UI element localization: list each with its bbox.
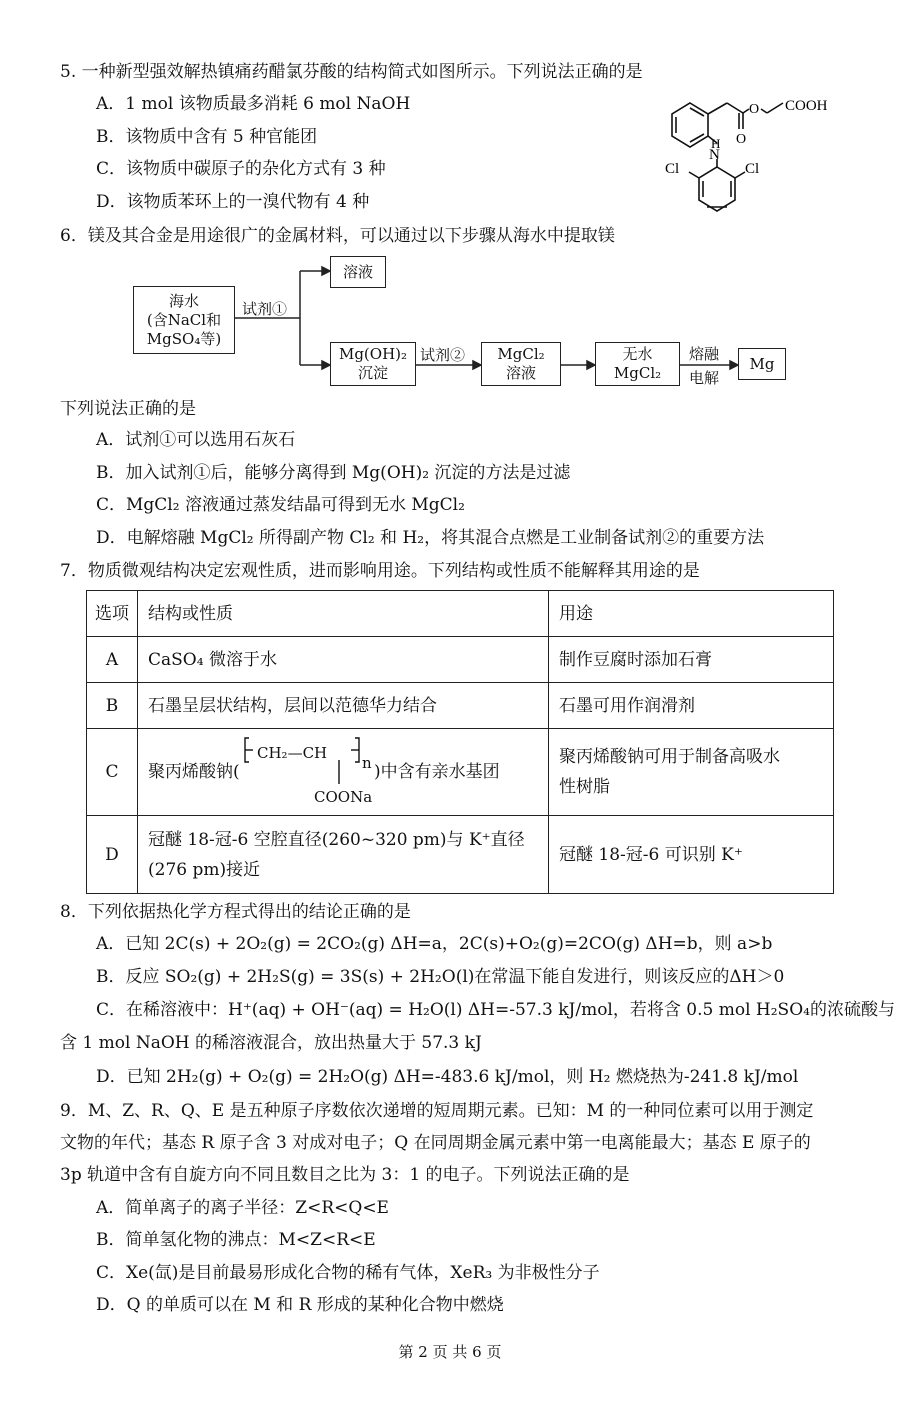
q7-stem: 7．物质微观结构决定宏观性质，进而影响用途。下列结构或性质不能解释其用途的是 [60,561,700,581]
structure-line2: (276 pm)接近 [148,859,261,880]
anhydrous-line2: MgCl₂ [613,364,662,382]
q6-stem: 6．镁及其合金是用途很广的金属材料，可以通过以下步骤从海水中提取镁 [60,226,615,246]
mg-label: Mg [749,354,775,373]
mgoh2-line1: Mg(OH)₂ [338,345,408,363]
seawater-line1: 海水 [168,291,199,310]
flow-anhydrous-box [595,342,680,386]
table-row [87,683,834,729]
q8-stem: 8．下列依据热化学方程式得出的结论正确的是 [60,902,411,922]
flow-seawater-box [133,286,235,354]
q6-option-b: B．加入试剂①后，能够分离得到 Mg(OH)₂ 沉淀的方法是过滤 [96,463,571,483]
header-option: 选项 [87,591,138,637]
anhydrous-line1: 无水 [622,345,653,363]
row-option: A [87,637,138,683]
table-row [87,637,834,683]
polymer-n: n [362,754,372,772]
seawater-line3: MgSO₄等) [146,329,222,348]
row-option: C [87,729,138,816]
q6-sub: 下列说法正确的是 [60,399,196,419]
carbonyl-o-label: O [736,132,747,147]
row-use: 石墨可用作润滑剂 [549,683,834,729]
use-line1: 聚丙烯酸钠可用于制备高吸水 [559,747,780,767]
row-use [549,729,834,816]
seawater-line2: (含NaCl和 [146,310,222,329]
nh-h-label: H [711,136,721,151]
flow-mgcl2-solution-box [481,342,561,386]
q5-option-d: D．该物质苯环上的一溴代物有 4 种 [96,192,370,212]
structure-line1: 冠醚 18-冠-6 空腔直径(260~320 pm)与 K⁺直径 [148,829,525,850]
q9-option-c: C．Xe(氙)是目前最易形成化合物的稀有气体，XeR₃ 为非极性分子 [96,1263,600,1283]
row-option: D [87,816,138,894]
q9-stem-line1: 9．M、Z、R、Q、E 是五种原子序数依次递增的短周期元素。已知：M 的一种同位素可以用于测定 [60,1101,814,1121]
q9-option-a: A．简单离子的离子半径：Z<R<Q<E [96,1198,389,1218]
polymer-suffix: )中含有亲水基团 [374,762,500,782]
flow-mg-box [738,348,786,380]
q6-option-a: A．试剂①可以选用石灰石 [96,430,296,450]
page-footer: 第 2 页 共 6 页 [398,1343,502,1361]
polymer-repeat: CH₂—CH [257,744,328,762]
mgcl2-sol-line2: 溶液 [505,364,536,382]
mgcl2-sol-line1: MgCl₂ [497,345,545,363]
row-structure [138,816,549,894]
ester-o-label: O [749,102,760,117]
flow-mgoh2-box [330,342,416,386]
q6-option-d: D．电解熔融 MgCl₂ 所得副产物 Cl₂ 和 H₂，将其混合点燃是工业制备试剂②的重要方法 [96,528,765,548]
header-use: 用途 [549,591,834,637]
q7-table [86,590,834,894]
row-use: 制作豆腐时添加石膏 [549,637,834,683]
mgoh2-line2: 沉淀 [357,364,388,382]
cl-left-label: Cl [665,161,680,177]
reagent1-label: 试剂① [242,300,288,318]
q5-option-a: A．1 mol 该物质最多消耗 6 mol NaOH [96,94,411,114]
row-structure [138,729,549,816]
q8-option-c-cont: 含 1 mol NaOH 的稀溶液混合，放出热量大于 57.3 kJ [60,1033,482,1053]
flow-solution-box [330,256,386,288]
row-use: 冠醚 18-冠-6 可识别 K⁺ [549,816,834,894]
q8-option-a: A．已知 2C(s) + 2O₂(g) = 2CO₂(g) ΔH=a，2C(s)+O₂(g)=2CO(g) ΔH=b，则 a>b [96,934,773,954]
polymer-prefix: 聚丙烯酸钠( [148,762,240,782]
electrolysis-line1: 熔融 [689,345,720,363]
row-option: B [87,683,138,729]
cl-right-label: Cl [745,161,760,177]
row-structure: CaSO₄ 微溶于水 [138,637,549,683]
q5-option-c: C．该物质中碳原子的杂化方式有 3 种 [96,159,386,179]
cooh-label: COOH [785,98,828,114]
reagent2-label: 试剂② [420,346,466,364]
q8-option-d: D．已知 2H₂(g) + O₂(g) = 2H₂O(g) ΔH=-483.6 kJ/mol，则 H₂ 燃烧热为-241.8 kJ/mol [96,1067,799,1087]
table-row [87,816,834,894]
use-line2: 性树脂 [559,777,610,797]
electrolysis-line2: 电解 [689,369,720,387]
q8-option-b: B．反应 SO₂(g) + 2H₂S(g) = 3S(s) + 2H₂O(l)在常温下能自发进行，则该反应的ΔH＞0 [96,967,785,987]
q8-option-c: C．在稀溶液中：H⁺(aq) + OH⁻(aq) = H₂O(l) ΔH=-57.3 kJ/mol，若将含 0.5 mol H₂SO₄的浓硫酸与 [96,1000,895,1020]
header-structure: 结构或性质 [138,591,549,637]
q9-option-b: B．简单氢化物的沸点：M<Z<R<E [96,1230,376,1250]
polymer-coona: COONa [314,788,373,806]
q9-stem-line3: 3p 轨道中含有自旋方向不同且数目之比为 3：1 的电子。下列说法正确的是 [60,1165,630,1185]
q9-option-d: D．Q 的单质可以在 M 和 R 形成的某种化合物中燃烧 [96,1295,504,1315]
table-row [87,729,834,816]
q5-option-b: B．该物质中含有 5 种官能团 [96,127,318,147]
q5-stem: 5. 一种新型强效解热镇痛药醋氯芬酸的结构简式如图所示。下列说法正确的是 [60,62,643,82]
q9-stem-line2: 文物的年代；基态 R 原子含 3 对成对电子；Q 在同周期金属元素中第一电离能最大；基态 E 原子的 [60,1133,811,1153]
table-header-row [87,591,834,637]
solution-label: 溶液 [342,262,373,281]
q6-option-c: C．MgCl₂ 溶液通过蒸发结晶可得到无水 MgCl₂ [96,495,465,515]
nh-n-label: N [709,147,720,163]
row-structure: 石墨呈层状结构，层间以范德华力结合 [138,683,549,729]
